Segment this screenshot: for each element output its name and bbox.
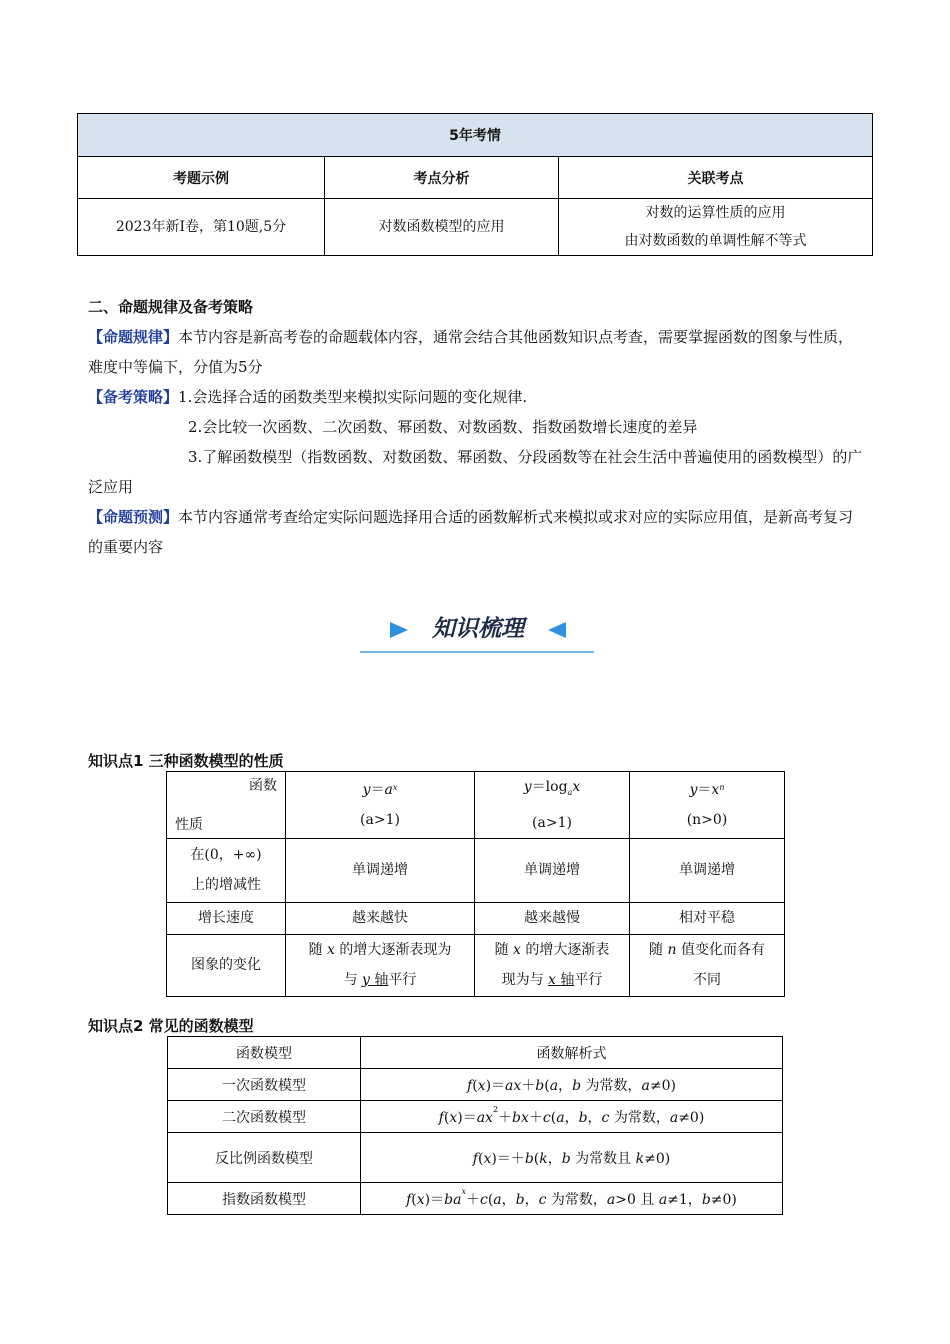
predict-tag: 【命题预测】 [88, 508, 179, 526]
banner-right-arrow-icon [390, 622, 408, 638]
kp2-title: 知识点2 常见的函数模型 [88, 1017, 254, 1035]
section-heading: 二、命题规律及备考策略 [88, 298, 254, 316]
table-cell: 随 x 的增大逐渐表 现为与 x 轴平行 [475, 934, 630, 996]
exam-analysis-cell: 对数函数模型的应用 [325, 199, 559, 256]
table-cell: 越来越慢 [475, 902, 630, 934]
exam-col-analysis: 考点分析 [325, 157, 559, 199]
strategy-item: 3.了解函数模型（指数函数、对数函数、幂函数、分段函数等在社会生活中普遍使用的函数模型）的广泛应用 [88, 448, 863, 496]
header-model: 函数模型 [168, 1037, 361, 1069]
strategy-paragraph [88, 382, 866, 412]
col-logarithmic [475, 772, 630, 839]
table-cell: 随 n 值变化而各有 不同 [630, 934, 785, 996]
predict-text: 本节内容通常考查给定实际问题选择用合适的函数解析式来模拟或求对应的实际应用值，是新高考复习的重要内容 [88, 508, 854, 556]
knowledge-banner [360, 606, 594, 656]
table-cell: 相对平稳 [630, 902, 785, 934]
row-graph-label: 图象的变化 [167, 934, 286, 996]
function-models-table [167, 1036, 783, 1215]
cond-logarithmic: (a>1) [532, 814, 572, 831]
related-item: 对数的运算性质的应用 [645, 205, 786, 221]
table-cell: 随 x 的增大逐渐表现为 与 y 轴平行 [286, 934, 475, 996]
strategy-section [88, 292, 866, 562]
model-name: 一次函数模型 [168, 1069, 361, 1101]
cond-power: (n>0) [686, 811, 728, 828]
rule-tag: 【命题规律】 [88, 328, 179, 346]
col-power [630, 772, 785, 839]
strategy-item: 1.会选择合适的函数类型来模拟实际问题的变化规律. [178, 388, 528, 406]
rule-paragraph [88, 322, 866, 382]
corner-top: 函数 [249, 778, 277, 794]
col-exponential [286, 772, 475, 839]
header-formula: 函数解析式 [361, 1037, 783, 1069]
function-properties-table [166, 771, 785, 997]
exam-related-cell [559, 199, 873, 256]
row-monotonic-label [167, 838, 286, 902]
exam-example-cell: 2023年新I卷，第10题,5分 [78, 199, 325, 256]
predict-paragraph [88, 502, 866, 562]
strategy-item: 2.会比较一次函数、二次函数、幂函数、对数函数、指数函数增长速度的差异 [188, 418, 698, 436]
strategy-tag: 【备考策略】 [88, 388, 179, 406]
row-growth-label: 增长速度 [167, 902, 286, 934]
exam-table-title: 5年考情 [78, 114, 873, 157]
table-cell: 越来越快 [286, 902, 475, 934]
banner-left-arrow-icon [548, 622, 566, 638]
formula-logarithmic: $y=\log_ax$ [523, 779, 581, 797]
cond-exponential: (a>1) [360, 811, 400, 828]
corner-cell [167, 772, 286, 839]
formula-power: $y=x^n$ [689, 781, 725, 798]
row-label-line: 在(0，+∞) [190, 847, 262, 864]
row-label-line: 上的增减性 [191, 877, 261, 894]
model-formula: $f(x)=ba^x+c(a$，b，c 为常数，a>0 且 a≠1，b≠0) [361, 1183, 783, 1215]
model-formula: f(x)＝＋b(k，b 为常数且 k≠0) [361, 1133, 783, 1183]
model-name: 指数函数模型 [168, 1183, 361, 1215]
model-formula: $f(x)=ax^2+bx+c(a$，b，c 为常数，a≠0) [361, 1101, 783, 1133]
corner-bottom: 性质 [175, 816, 203, 833]
rule-text: 本节内容是新高考卷的命题载体内容，通常会结合其他函数知识点考查，需要掌握函数的图象与性质，难度中等偏下，分值为5分 [88, 328, 854, 376]
formula-exponential: $y=a^x$ [362, 781, 398, 798]
kp1-title: 知识点1 三种函数模型的性质 [88, 752, 284, 770]
model-name: 反比例函数模型 [168, 1133, 361, 1183]
exam-table [77, 113, 873, 256]
table-cell: 单调递增 [475, 838, 630, 902]
model-formula: f(x)＝ax＋b(a，b 为常数，a≠0) [361, 1069, 783, 1101]
exam-col-related: 关联考点 [559, 157, 873, 199]
table-cell: 单调递增 [630, 838, 785, 902]
table-cell: 单调递增 [286, 838, 475, 902]
banner-title: 知识梳理 [432, 616, 524, 642]
model-name: 二次函数模型 [168, 1101, 361, 1133]
related-item: 由对数函数的单调性解不等式 [624, 233, 807, 249]
exam-col-example: 考题示例 [78, 157, 325, 199]
